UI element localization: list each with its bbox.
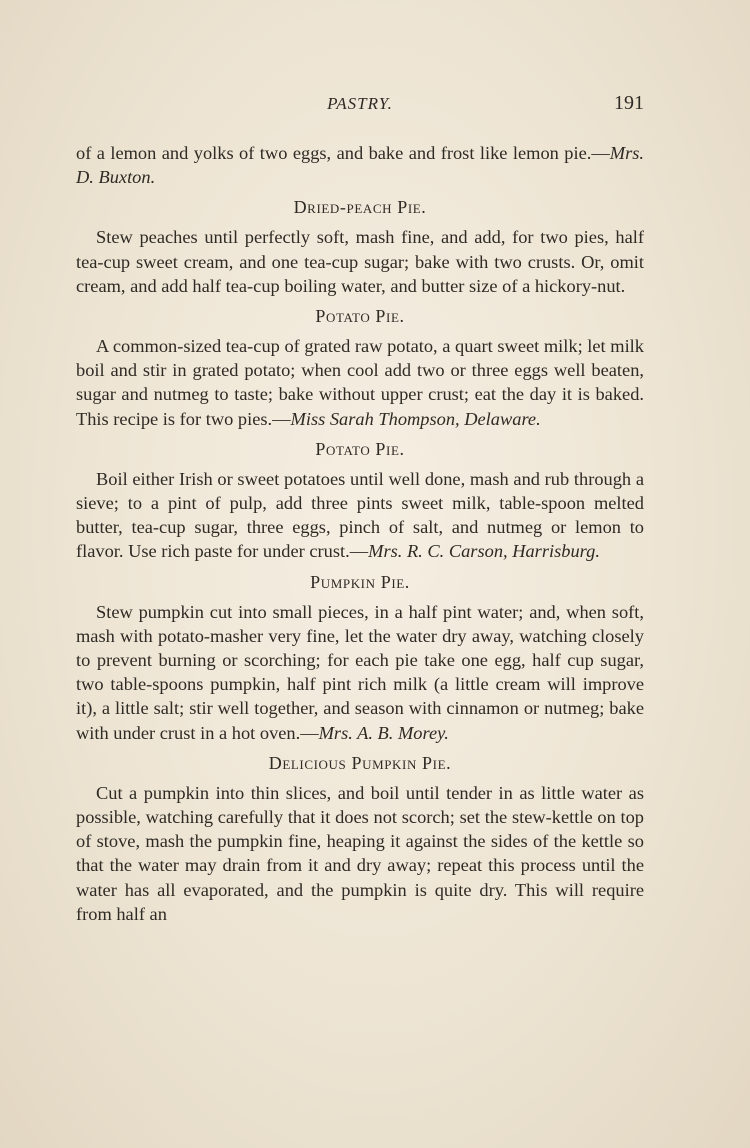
- recipe-body: Stew peaches until perfectly soft, mash fine, and add, for two pies, half tea-cup sweet cream, and one tea-cup sugar; bake with two crusts. Or, omit cream, and add half tea-cup boiling water, and butter size of a hickory-nut.: [76, 227, 644, 296]
- recipe-body: Stew pumpkin cut into small pieces, in a half pint water; and, when soft, mash with potato-masher very fine, let the water dry away, watching closely to prevent burning or scorching; for each pie take one egg, half cup sugar, two table-spoons pumpkin, half pint rich milk (a little cream will improve it), a little salt; stir well together, and season with cinnamon or nutmeg; bake with under crust in a hot oven.—: [76, 601, 644, 743]
- recipe-text: [76, 467, 644, 564]
- recipe-title: Delicious Pumpkin Pie.: [268, 752, 452, 773]
- running-head: PASTRY.: [327, 94, 393, 113]
- recipe-body: Cut a pumpkin into thin slices, and boil until tender in as little water as possible, watching carefully that it does not scorch; set the stew-kettle on top of stove, mash the pumpkin fine, heaping it against the sides of the kettle so that the water may drain from it and dry away; repeat this process until the water has all evaporated, and the pumpkin is quite dry. This will require from half an: [76, 782, 644, 924]
- recipe-body: A common-sized tea-cup of grated raw potato, a quart sweet milk; let milk boil and stir in grated potato; when cool add two or three eggs well beaten, sugar and nutmeg to taste; bake without upper crust; eat the day it is baked. This recipe is for two pies.—: [76, 336, 644, 429]
- recipe-body: of a lemon and yolks of two eggs, and bake and frost like lemon pie.—: [76, 143, 610, 163]
- page-body: [76, 141, 644, 926]
- page-number: 191: [614, 92, 644, 114]
- recipe-title: Potato Pie.: [315, 438, 405, 459]
- page-header: [76, 94, 644, 120]
- recipe-title: Dried-peach Pie.: [293, 197, 427, 218]
- recipe-text: [76, 334, 644, 431]
- recipe-attribution: Mrs. A. B. Morey.: [318, 722, 449, 743]
- recipe-title: Pumpkin Pie.: [310, 571, 410, 592]
- recipe-text: [76, 141, 644, 189]
- recipe-attribution: Mrs. R. C. Carson, Harrisburg.: [368, 541, 600, 562]
- recipe-title: Potato Pie.: [315, 306, 405, 327]
- recipe-attribution: Mrs. D. Buxton.: [76, 143, 644, 188]
- recipe-body: Boil either Irish or sweet potatoes until well done, mash and rub through a sieve; to a pint of pulp, add three pints sweet milk, table-spoon melted butter, tea-cup sugar, three eggs, pinch of salt, and nutmeg or lemon to flavor. Use rich paste for under crust.—: [76, 468, 644, 562]
- recipe-attribution: Miss Sarah Thompson, Delaware.: [290, 408, 541, 429]
- recipe-text: [76, 225, 644, 298]
- recipe-text: [76, 600, 644, 745]
- recipe-text: [76, 781, 644, 926]
